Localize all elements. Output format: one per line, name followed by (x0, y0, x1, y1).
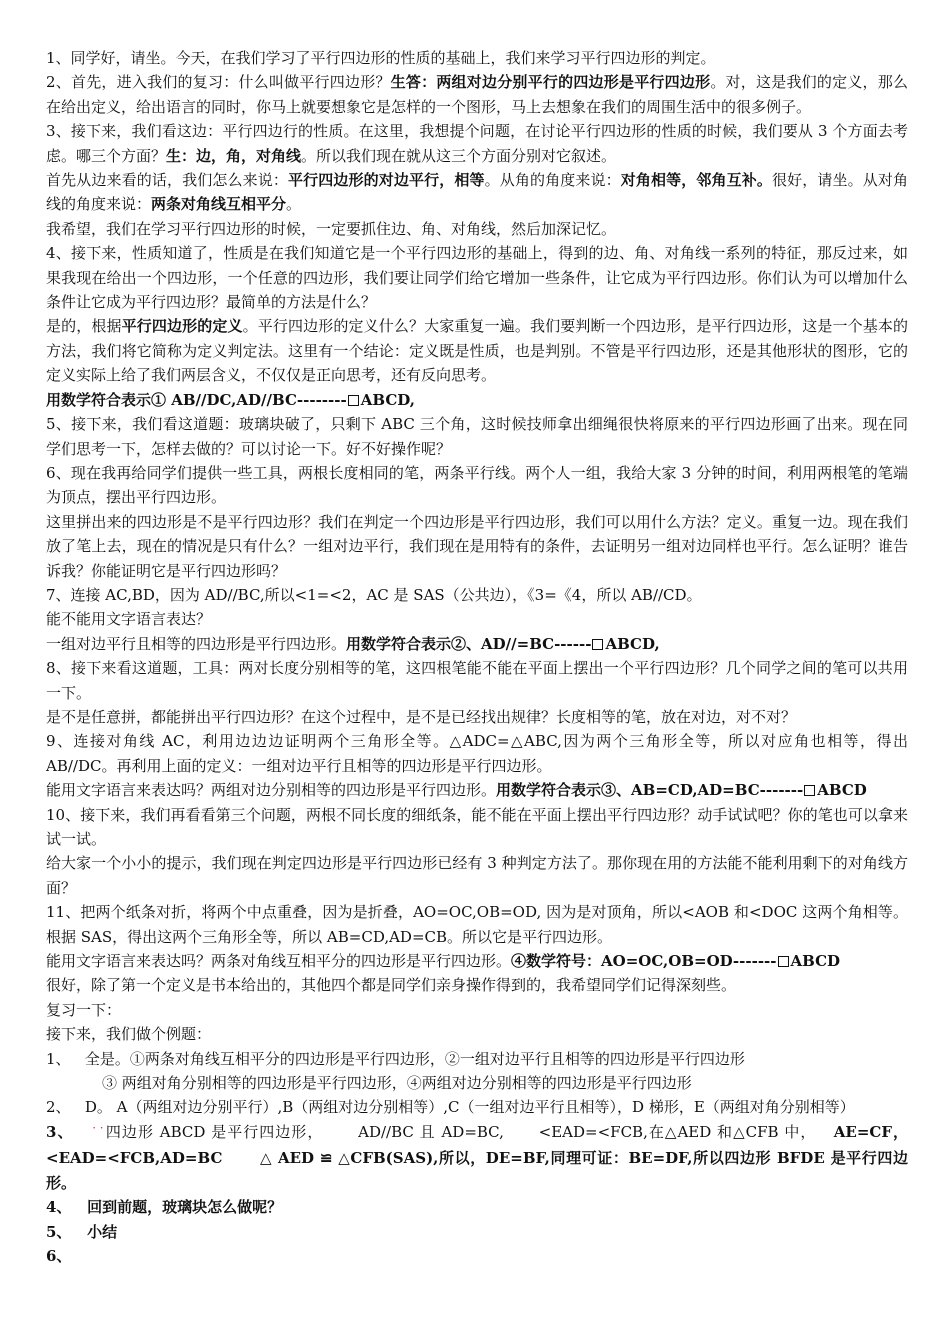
text: 2、首先，进入我们的复习：什么叫做平行四边形？ (46, 73, 391, 92)
text: 。从角的角度来说： (484, 171, 621, 190)
example-1-continued (46, 1071, 908, 1095)
example-3 (46, 1120, 908, 1195)
bold-text: 生答：两组对边分别平行的四边形是平行四边形 (390, 73, 711, 92)
example-text: ③ 两组对角分别相等的四边形是平行四边形，④两组对边分别相等的四边形是平行四边形 (102, 1074, 692, 1093)
paragraph: 9、连接对角线 AC，利用边边边证明两个三角形全等。△ADC=△ABC,因为两个三角形全等，所以对应角也相等，得出 AB//DC。再利用上面的定义：一组对边平行且相等的四边形是平行四边形。 (46, 732, 908, 775)
square-symbol-icon (778, 956, 789, 967)
paragraph: 10、接下来，我们再看看第三个问题，两根不同长度的细纸条，能不能在平面上摆出平行四边形？动手试试吧？你的笔也可以拿来试一试。 (46, 805, 908, 848)
paragraph: 很好，除了第一个定义是书本给出的，其他四个都是同学们亲身操作得到的，我希望同学们记得深刻些。 (46, 976, 737, 995)
text: 3、接下来，我们看这边：平行四边行的性质。在这里，我想提个问题，在讨论平行四边形的性质的时候，我们要从 3 个方面去考虑。哪三个方面？ (46, 122, 908, 165)
text: 很好，请坐。从对角线的角度来说： (46, 171, 908, 214)
paragraph (46, 632, 908, 656)
paragraph: 是不是任意拼，都能拼出平行四边形？在这个过程中，是不是已经找出规律？长度相等的笔，放在对边，对不对？ (46, 707, 797, 726)
text: 一组对边平行且相等的四边形是平行四边形。 (46, 634, 347, 653)
example-2 (46, 1095, 908, 1119)
bold-text: AE=CF，<EAD=<FCB,AD=BC (46, 1122, 909, 1168)
text: 。平行四边形的定义什么？大家重复一遍。我们要判断一个四边形，是平行四边形，这是一个基本的方法，我们将它简称为定义判定法。这里有一个结论：定义既是性质，也是判别。不管是平行四边形，还是其他形状的图形，它的定义实际上给了我们两层含义，不仅仅是正向思考，还有反向思考。 (46, 317, 908, 385)
paragraph: 5、接下来，我们看这道题：玻璃块破了，只剩下 ABC 三个角，这时候技师拿出细绳很快将原来的平行四边形画了出来。现在同学们思考一下，怎样去做的？可以讨论一下。好不好操作呢？ (46, 415, 908, 458)
list-number: 2、 (46, 1098, 71, 1117)
list-number: 4、 (46, 1198, 72, 1217)
paragraph (46, 949, 908, 973)
example-text: 回到前题，玻璃块怎么做呢？ (87, 1198, 283, 1217)
document-body (46, 46, 908, 1268)
bold-text: 生：边，角，对角线 (166, 146, 302, 165)
example-6 (46, 1244, 908, 1268)
bold-text: ABCD (790, 952, 841, 971)
bold-text: ABCD, (605, 634, 660, 653)
square-symbol-icon (804, 785, 815, 796)
list-number: 1、 (46, 1049, 71, 1068)
paragraph: 接下来，我们做个例题： (46, 1025, 212, 1044)
paragraph (46, 119, 908, 168)
bold-text: ABCD (817, 781, 867, 800)
text: 是的，根据 (46, 317, 122, 336)
paragraph: 我希望，我们在学习平行四边形的时候，一定要抓住边、角、对角线，然后加深记忆。 (46, 219, 617, 238)
list-number: 3、 (46, 1122, 74, 1141)
paragraph (46, 70, 908, 119)
paragraph: 给大家一个小小的提示，我们现在判定四边形是平行四边形已经有 3 种判定方法了。那你现在用的方法能不能利用剩下的对角线方面？ (46, 854, 908, 897)
example-text: 全是。①两条对角线互相平分的四边形是平行四边形，②一组对边平行且相等的四边形是平行四边形 (84, 1049, 745, 1068)
example-5 (46, 1220, 908, 1244)
formula-line (46, 388, 908, 412)
bold-text: 两条对角线互相平分 (151, 195, 287, 214)
text: 能用文字语言来表达吗？两组对边分别相等的四边形是平行四边形。 (46, 781, 497, 800)
list-number: 5、 (46, 1222, 72, 1241)
list-number: 6、 (46, 1246, 72, 1265)
bold-text: 平行四边形的对边平行，相等 (287, 171, 485, 190)
bold-text: ④数学符号：AO=OC,OB=OD------- (511, 952, 777, 971)
example-text: <EAD=<FCB,在△AED 和△CFB 中， (538, 1122, 817, 1141)
paragraph (46, 778, 908, 802)
text: 。所以我们现在就从这三个方面分别对它叙述。 (301, 146, 617, 165)
paragraph: 4、接下来，性质知道了，性质是在我们知道它是一个平行四边形的基础上，得到的边、角、对角线一系列的特征，那反过来，如果我现在给出一个四边形，一个任意的四边形，我们要让同学们给它增加一些条件，让它成为平行四边形。你们认为可以增加什么条件让它成为平行四边形？最简单的方法是什么？ (46, 244, 908, 312)
text: 。对，这是我们的定义，那么在给出定义，给出语言的同时，你马上就要想象它是怎样的一个图形，马上去想象在我们的周围生活中的很多例子。 (46, 73, 908, 116)
paragraph: 复习一下： (46, 1000, 122, 1019)
text: 首先从边来看的话，我们怎么来说： (46, 171, 288, 190)
paragraph: 11、把两个纸条对折，将两个中点重叠，因为是折叠，AO=OC,OB=OD, 因为是对顶角，所以<AOB 和<DOC 这两个角相等。根据 SAS，得出这两个三角形全等，所以 AB=CD,AD=CB。所以它是平行四边形。 (46, 903, 908, 946)
bold-text: 用数学符合表示③、AB=CD,AD=BC------- (496, 781, 804, 800)
paragraph: 8、接下来看这道题，工具：两对长度分别相等的笔，这四根笔能不能在平面上摆出一个平行四边形？几个同学之间的笔可以共用一下。 (46, 659, 908, 702)
bold-text: 对角相等，邻角互补。 (620, 171, 772, 190)
example-text: 小结 (87, 1222, 118, 1241)
paragraph: 7、连接 AC,BD，因为 AD//BC,所以<1=<2，AC 是 SAS（公共边），《3=《4，所以 AB//CD。 (46, 585, 702, 604)
example-4 (46, 1195, 908, 1219)
paragraph: 这里拼出来的四边形是不是平行四边形？我们在判定一个四边形是平行四边形，我们可以用什么方法？定义。重复一边。现在我们放了笔上去，现在的情况是只有什么？一组对边平行，我们现在是用特有的条件，去证明另一组对边同样也平行。怎么证明？谁告诉我？你能证明它是平行四边形吗？ (46, 512, 908, 580)
paragraph: 能不能用文字语言表达？ (46, 610, 212, 629)
example-text: 四边形 ABCD 是平行四边形， (105, 1122, 324, 1141)
paragraph (46, 168, 908, 217)
bold-text: △ AED ≌ △CFB(SAS),所以，DE=BF,同理可证：BE=DF,所以四边形 BFDE 是平行四边形。 (46, 1149, 908, 1192)
formula-text: ABCD, (360, 390, 415, 409)
text: 。 (286, 195, 302, 214)
paragraph: 6、现在我再给同学们提供一些工具，两根长度相同的笔，两条平行线。两个人一组，我给大家 3 分钟的时间，利用两根笔的笔端为顶点，摆出平行四边形。 (46, 463, 908, 507)
text: 能用文字语言来表达吗？两条对角线互相平分的四边形是平行四边形。 (46, 952, 512, 971)
bold-text: 平行四边形的定义 (121, 317, 243, 336)
example-1 (46, 1047, 908, 1071)
annotation-mark-icon: ˙˙ (90, 1125, 106, 1141)
example-text: AD//BC 且 AD=BC, (358, 1122, 504, 1141)
example-text: D。 A（两组对边分别平行）,B（两组对边分别相等）,C（一组对边平行且相等），D 梯形，E（两组对角分别相等） (84, 1098, 855, 1117)
formula-text: 用数学符合表示① AB//DC,AD//BC-------- (46, 390, 347, 409)
paragraph: 1、同学好，请坐。今天，在我们学习了平行四边形的性质的基础上，我们来学习平行四边形的判定。 (46, 49, 716, 67)
paragraph (46, 314, 908, 387)
bold-text: 用数学符合表示②、AD//=BC------ (346, 634, 592, 653)
square-symbol-icon (348, 395, 359, 406)
square-symbol-icon (592, 639, 603, 650)
